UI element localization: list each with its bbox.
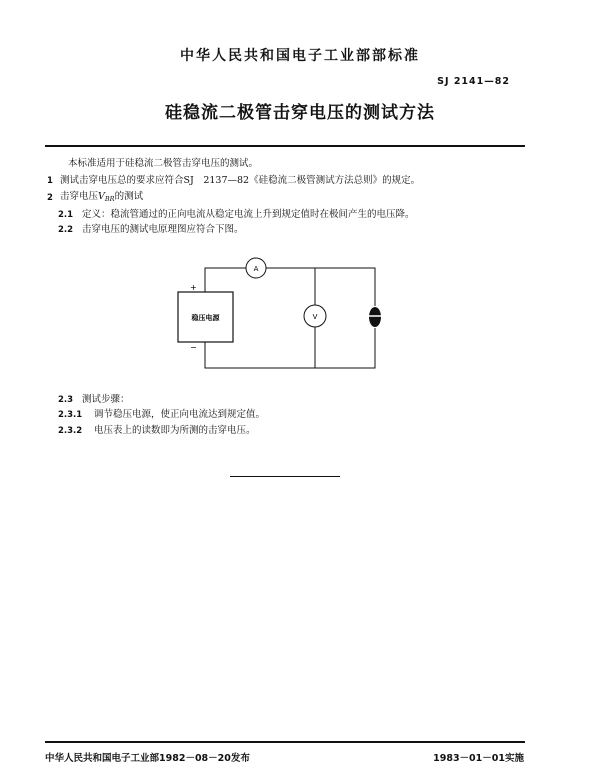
- section-2-prefix: 击穿电压: [60, 191, 99, 202]
- section-2-3-text: 测试步骤：: [82, 394, 130, 405]
- section-2-3-1-number: 2.3.1: [58, 410, 83, 420]
- document-title: 硅稳流二极管击穿电压的测试方法: [165, 103, 435, 123]
- diode-icon: [367, 307, 383, 327]
- section-2-suffix: 的测试: [114, 191, 144, 202]
- section-1-text: 测试击穿电压总的要求应符合SJ 2137—82《硅稳流二极管测试方法总则》的规定。: [60, 175, 421, 186]
- power-supply-label: 稳压电源: [191, 314, 220, 322]
- ammeter-label: A: [253, 265, 259, 273]
- section-1-number: 1: [47, 176, 53, 186]
- plus-terminal: +: [190, 283, 197, 292]
- wire-top-left: [205, 268, 246, 292]
- section-2-3-2-text: 电压表上的读数即为所测的击穿电压。: [94, 425, 256, 436]
- section-2-3-1-text: 调节稳压电源，使正向电流达到规定值。: [94, 409, 266, 420]
- voltage-symbol: V: [98, 191, 105, 202]
- wire-top-right: [266, 268, 375, 306]
- issue-date: 中华人民共和国电子工业部1982－08－20发布: [45, 753, 250, 764]
- end-of-text-rule: [230, 476, 340, 477]
- section-2-number: 2: [47, 193, 53, 203]
- minus-terminal: −: [190, 343, 197, 352]
- section-2-1-text: 定义：稳流管通过的正向电流从稳定电流上升到规定值时在极间产生的电压降。: [82, 209, 415, 220]
- section-2-heading: [60, 191, 143, 205]
- header-rule: [45, 145, 525, 147]
- standard-code: SJ 2141—82: [437, 76, 510, 87]
- voltage-subscript: BR: [104, 195, 115, 203]
- section-2-3-number: 2.3: [58, 395, 74, 405]
- footer-rule: [45, 741, 525, 743]
- section-2-1-number: 2.1: [58, 210, 74, 220]
- intro-paragraph: 本标准适用于硅稳流二极管击穿电压的测试。: [68, 158, 259, 169]
- test-circuit-diagram: [170, 250, 390, 375]
- section-2-3-2-number: 2.3.2: [58, 426, 83, 436]
- effective-date: 1983－01－01实施: [433, 753, 524, 764]
- voltmeter-label: V: [312, 313, 318, 321]
- issuing-authority: 中华人民共和国电子工业部部标准: [180, 48, 420, 64]
- section-2-2-number: 2.2: [58, 225, 74, 235]
- section-2-2-text: 击穿电压的测试电原理图应符合下图。: [82, 224, 244, 235]
